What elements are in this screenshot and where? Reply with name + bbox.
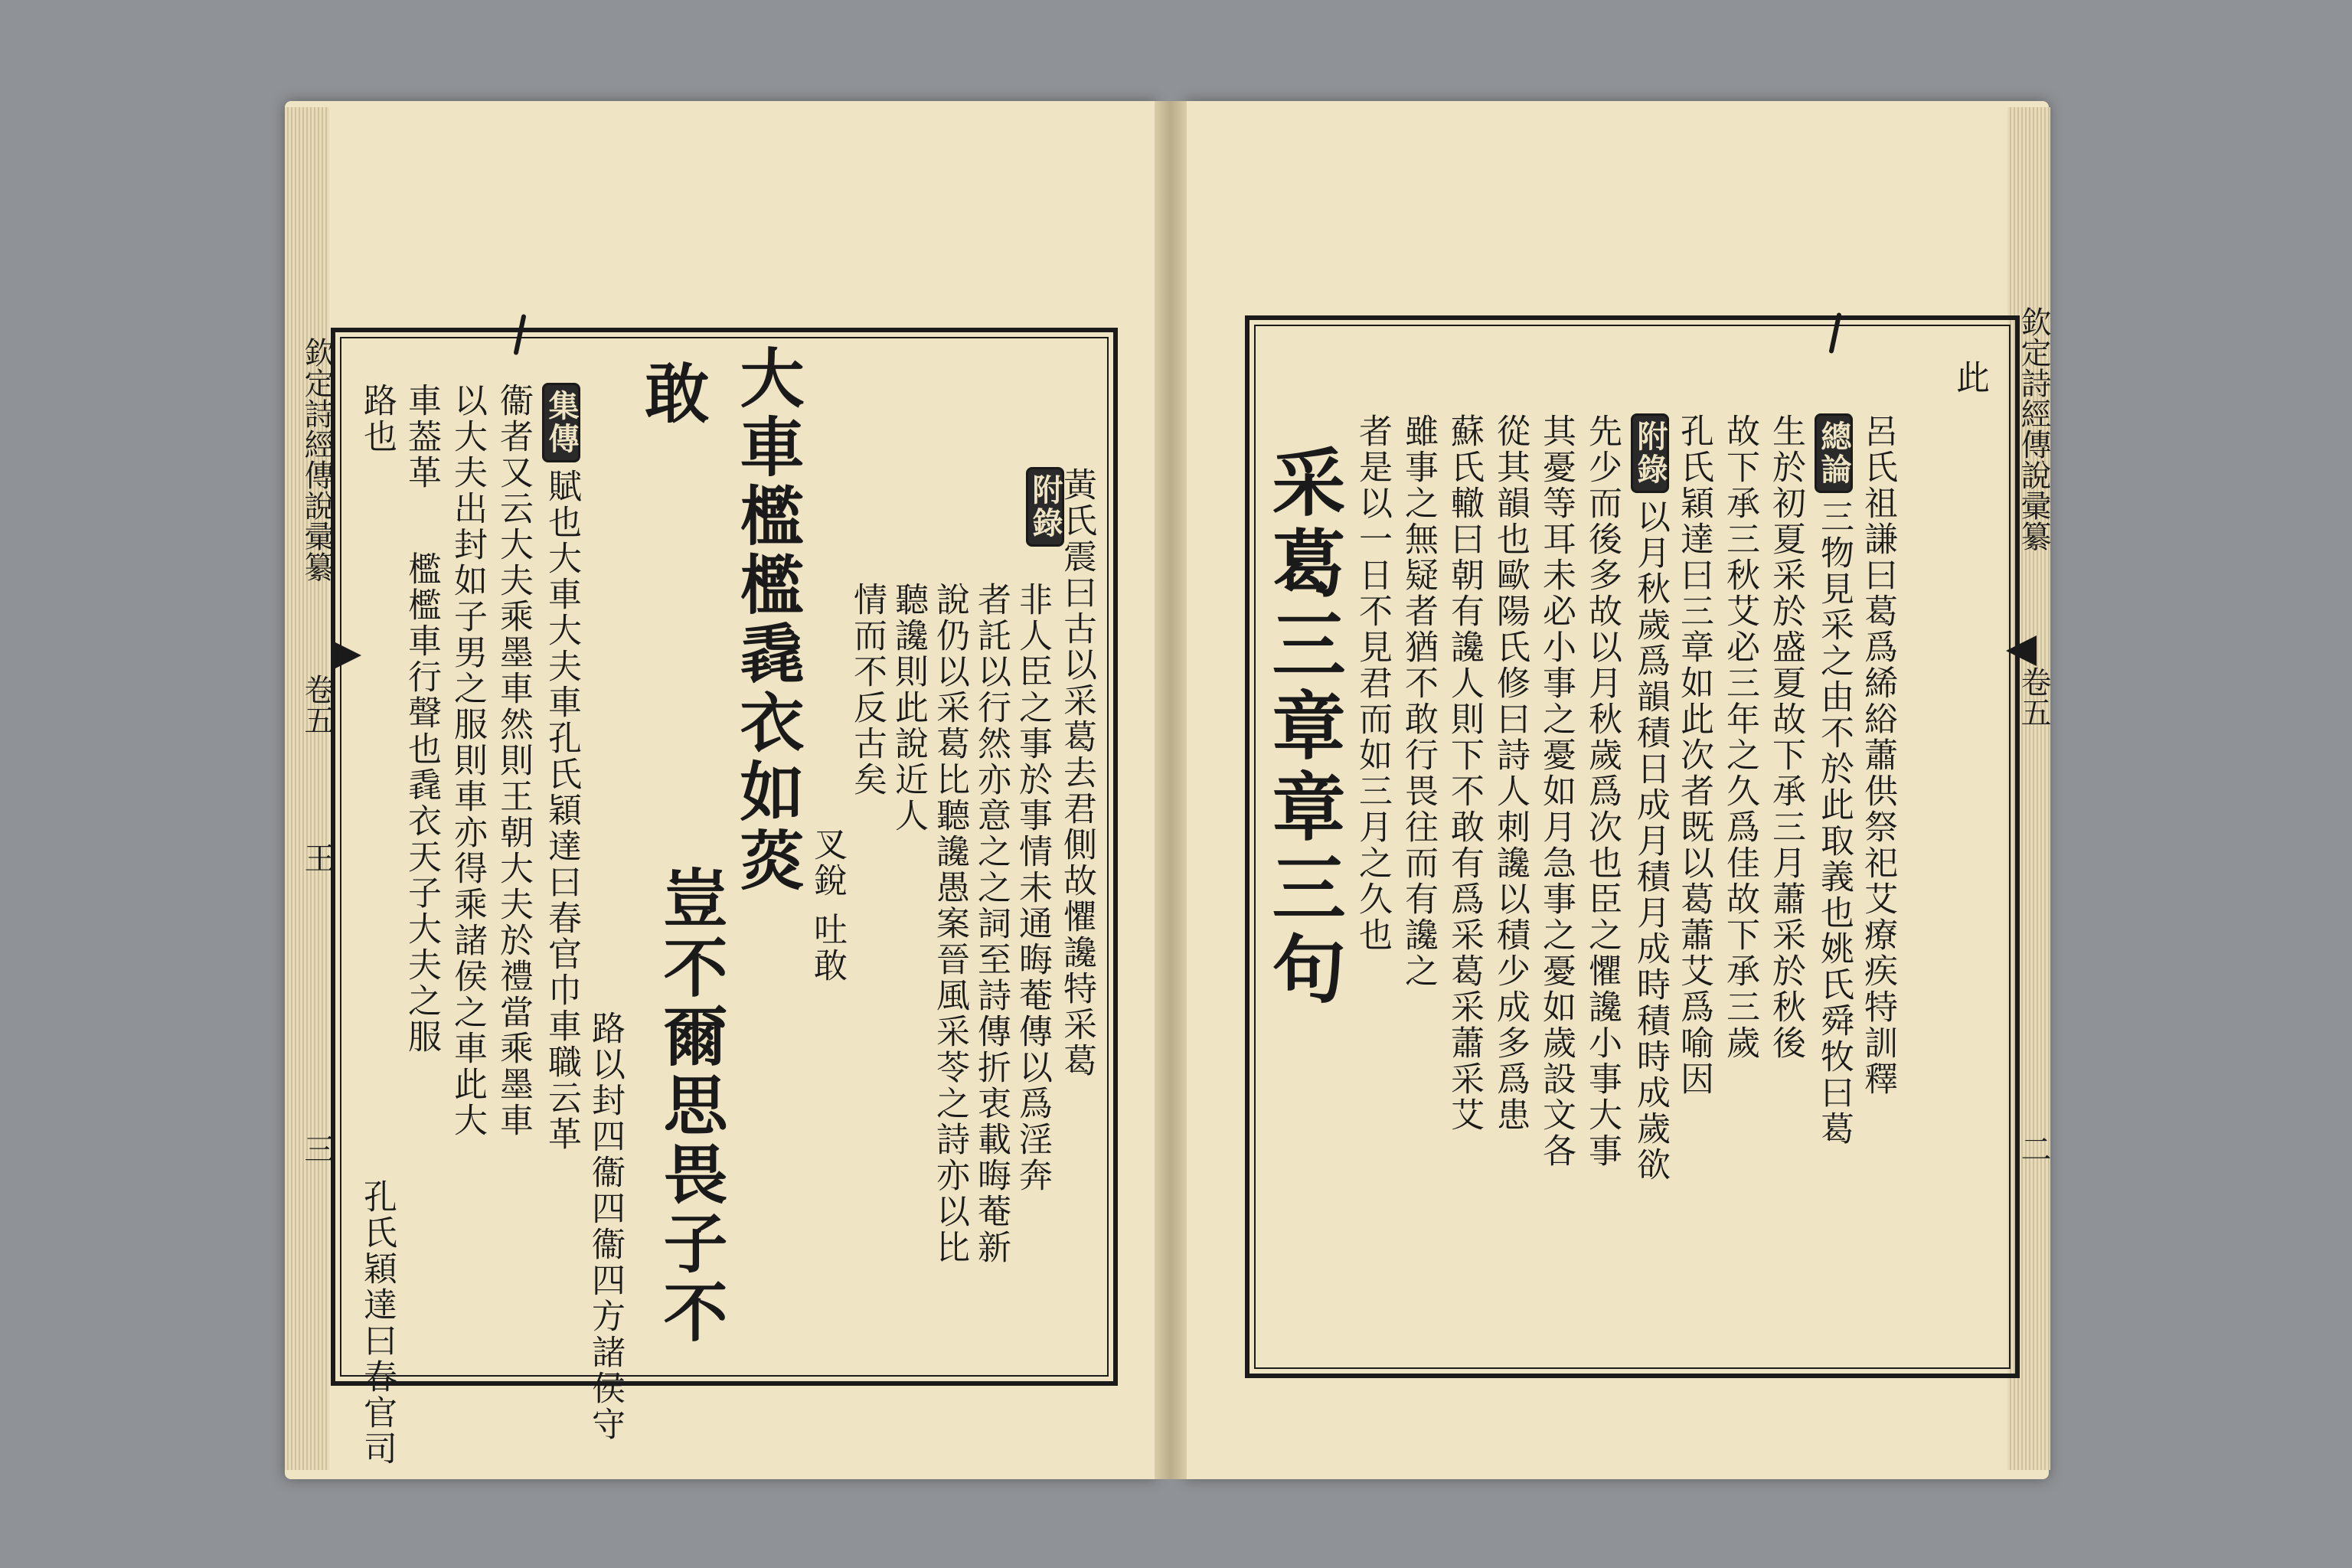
jizhuan-tag: 集傳 — [542, 383, 580, 462]
fulu-note-col-5: 非人臣之事於事情未通晦菴傳以爲淫奔 — [1013, 582, 1052, 1194]
fulu-note-col-1: 情而不反古矣 — [848, 582, 887, 798]
jizhuan-text: 路以封四衞四衞四方諸侯守 — [586, 1011, 625, 1442]
left-spine-sub: 王 — [299, 842, 335, 873]
right-spine-volume: 卷五 — [2016, 666, 2051, 727]
jizhuan-text: 路也 — [358, 383, 397, 455]
left-page-edges — [285, 107, 329, 1470]
preceding-text: 此 — [1950, 360, 1989, 396]
left-spine-volume: 卷五 — [299, 674, 335, 735]
left-spine-title: 欽定詩經傳說彚纂 — [299, 337, 335, 582]
fulu-col-6: 蘇氏轍曰朝有讒人則下不敢有爲采葛采蕭采艾 — [1445, 413, 1484, 1133]
right-spine-title: 欽定詩經傳說彚纂 — [2016, 306, 2051, 551]
zonglun-col-2 — [1815, 413, 1853, 1147]
jizhuan-col-4 — [542, 383, 580, 1152]
fulu-note-col-4: 者託以行然亦意之之詞至詩傳折衷載晦菴新 — [972, 582, 1011, 1266]
fulu-tag: 附錄 — [1026, 467, 1064, 547]
jizhuan-col-4b — [586, 1011, 625, 1442]
jizhuan-col-6 — [448, 383, 487, 1138]
fulu-tag: 附錄 — [1631, 413, 1669, 493]
fulu-col-1: 孔氏穎達曰三章如此次者既以葛蕭艾爲喻因 — [1674, 413, 1713, 1097]
jizhuan-col-8 — [358, 383, 397, 455]
zonglun-col-4: 故下承三秋艾必三年之久爲佳故下承三歲 — [1720, 413, 1759, 1061]
fulu-col-8: 者是以一日不見君而如三月之久也 — [1353, 413, 1392, 953]
jizhuan-col-7b — [402, 551, 441, 1055]
zonglun-col-1: 呂氏祖謙曰葛爲絺綌蕭供祭祀艾療疾特訓釋 — [1858, 413, 1897, 1097]
jizhuan-col-7 — [402, 383, 441, 491]
jizhuan-text: 衞者又云大夫乘墨車然則王朝大夫於禮當乘墨車 — [494, 383, 533, 1138]
fulu-col-2 — [1631, 413, 1669, 1183]
fulu-text: 以月秋歲爲韻積日成月積月成時積時成歲欲 — [1631, 499, 1670, 1183]
zonglun-col-3: 生於初夏采於盛夏故下承三月蕭采於秋後 — [1766, 413, 1805, 1061]
fulu-note-col-2: 聽讒則此說近人 — [889, 582, 928, 834]
fulu-note-col-3: 說仍以采葛比聽讒愚案晉風采苓之詩亦以比 — [930, 582, 969, 1266]
left-spine-page: 三 — [299, 1133, 335, 1164]
fulu-col-5: 從其韻也歐陽氏修曰詩人刺讒以積少成多爲患 — [1491, 413, 1530, 1133]
book-gutter — [1155, 101, 1187, 1479]
zonglun-text: 三物見采之由不於此取義也姚氏舜牧曰葛 — [1815, 499, 1854, 1147]
jizhuan-text: 車葢革 — [402, 383, 441, 491]
jizhuan-text: 以大夫出封如子男之服則車亦得乘諸侯之車此大 — [448, 383, 487, 1138]
verse-col-1-phonetic: 叉銳 吐敢 — [808, 827, 847, 984]
jizhuan-text: 檻檻車行聲也毳衣天子大夫之服 — [402, 551, 441, 1055]
fulu-col-3: 先少而後多故以月秋歲爲次也臣之懼讒小事大事 — [1583, 413, 1622, 1169]
verse-col-2: 豈不爾思畏子不 — [653, 865, 729, 1348]
fulu-note-col-6: 黃氏震曰古以采葛去君側故懼讒特采葛 — [1057, 467, 1096, 1079]
zonglun-tag: 總論 — [1815, 413, 1853, 493]
fulu-col-4: 其憂等耳未必小事之憂如月急事之憂如歲設文各 — [1537, 413, 1576, 1169]
jizhuan-col-5 — [494, 383, 533, 1138]
jizhuan-text: 賦也大車大夫車孔氏穎達曰春官巾車職云革 — [542, 469, 581, 1152]
fulu-col-7: 雖事之無疑者猶不敢行畏往而有讒之 — [1399, 413, 1438, 989]
jizhuan-text: 孔氏穎達曰春官司 — [358, 1179, 397, 1467]
right-spine-page: 二 — [2016, 1133, 2051, 1164]
verse-big-word: 敢 — [635, 360, 710, 429]
chapter-title: 采葛三章章三句 — [1260, 444, 1347, 1012]
jizhuan-col-8b — [358, 1179, 397, 1467]
verse-col-1: 大車檻檻毳衣如菼 — [730, 345, 805, 896]
